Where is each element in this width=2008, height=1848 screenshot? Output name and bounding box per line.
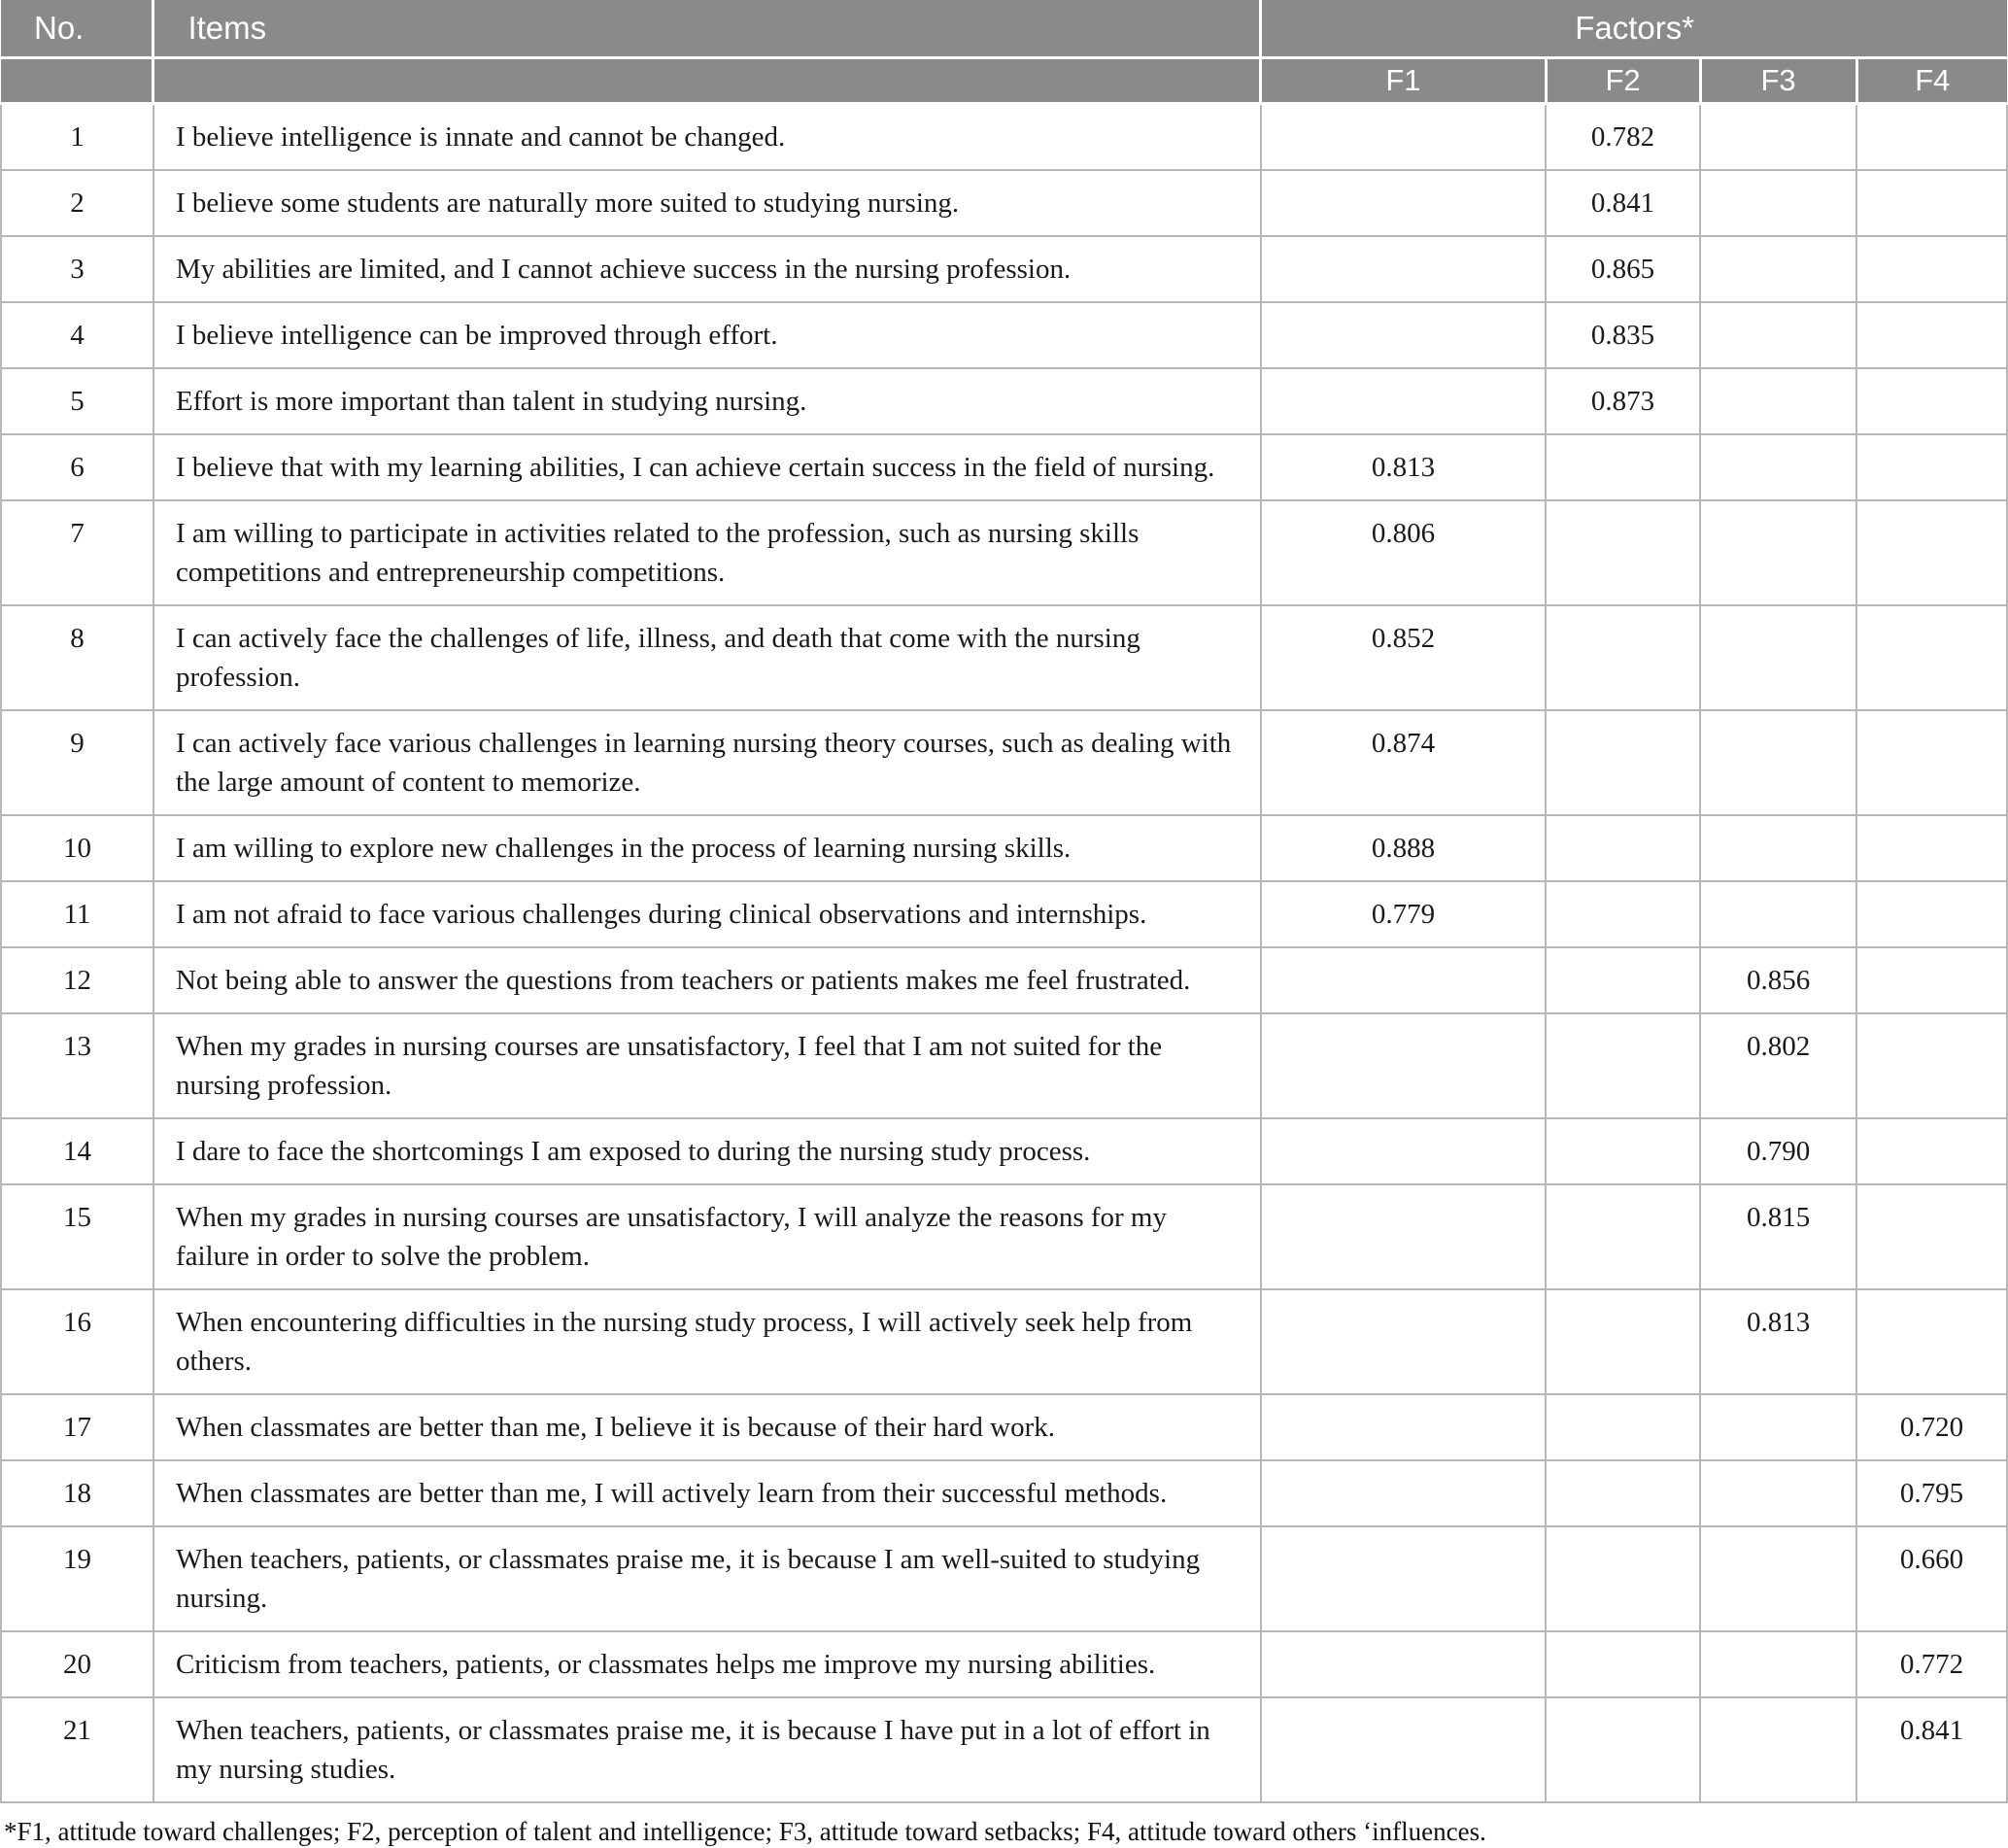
header-f3: F3 [1700,58,1856,104]
row-number: 16 [1,1289,153,1394]
row-number: 7 [1,500,153,605]
table-row [1,1631,2007,1697]
row-number: 13 [1,1013,153,1118]
loading-f1-cell [1261,368,1546,434]
item-text: When classmates are better than me, I will actively learn from their successful methods. [153,1460,1261,1526]
item-text: I can actively face the challenges of life, illness, and death that come with the nursing profession. [153,605,1261,710]
loading-f4-cell [1856,170,2007,236]
item-text: I can actively face various challenges in learning nursing theory courses, such as dealing with the large amount of content to memorize. [153,710,1261,815]
item-text: When my grades in nursing courses are unsatisfactory, I feel that I am not suited for the nursing profession. [153,1013,1261,1118]
loading-f2-cell: 0.835 [1546,302,1700,368]
table-row [1,170,2007,236]
loading-f2-cell: 0.782 [1546,104,1700,171]
loading-f4-cell [1856,236,2007,302]
loading-f4-cell [1856,605,2007,710]
header-items-spacer [153,58,1261,104]
loading-f2-cell [1546,1118,1700,1184]
table-row [1,881,2007,947]
loading-f2-cell [1546,710,1700,815]
row-number: 2 [1,170,153,236]
loading-f1-cell [1261,1184,1546,1289]
table-row [1,947,2007,1013]
loading-f4-cell [1856,1184,2007,1289]
loading-f4-cell [1856,1289,2007,1394]
loading-f3-cell [1700,1631,1856,1697]
item-text: I am willing to participate in activities related to the profession, such as nursing skills competitions and entrepreneurship competitions. [153,500,1261,605]
table-row [1,710,2007,815]
loading-f3-cell [1700,1460,1856,1526]
loading-f4-cell [1856,881,2007,947]
table-row [1,1013,2007,1118]
loading-f4-cell: 0.720 [1856,1394,2007,1460]
loading-f3-cell [1700,368,1856,434]
item-text: I believe intelligence is innate and cannot be changed. [153,104,1261,171]
loading-f1-cell [1261,1394,1546,1460]
loading-f3-cell [1700,605,1856,710]
loading-f2-cell [1546,1394,1700,1460]
table-row [1,815,2007,881]
table-row [1,236,2007,302]
table-row [1,1526,2007,1631]
loading-f3-cell [1700,170,1856,236]
loading-f1-cell: 0.888 [1261,815,1546,881]
row-number: 19 [1,1526,153,1631]
loading-f1-cell: 0.806 [1261,500,1546,605]
loading-f4-cell [1856,500,2007,605]
row-number: 4 [1,302,153,368]
loading-f3-cell [1700,710,1856,815]
loading-f4-cell: 0.660 [1856,1526,2007,1631]
row-number: 20 [1,1631,153,1697]
table-row [1,434,2007,500]
loading-f2-cell: 0.865 [1546,236,1700,302]
header-row-groups [1,0,2007,58]
table-row [1,1289,2007,1394]
row-number: 9 [1,710,153,815]
row-number: 11 [1,881,153,947]
loading-f2-cell [1546,1697,1700,1802]
item-text: When teachers, patients, or classmates praise me, it is because I am well-suited to studying nursing. [153,1526,1261,1631]
loading-f1-cell: 0.852 [1261,605,1546,710]
loading-f1-cell [1261,1013,1546,1118]
row-number: 14 [1,1118,153,1184]
table-row [1,1460,2007,1526]
loading-f3-cell: 0.802 [1700,1013,1856,1118]
loading-f3-cell [1700,500,1856,605]
row-number: 8 [1,605,153,710]
item-text: Effort is more important than talent in studying nursing. [153,368,1261,434]
loading-f4-cell [1856,710,2007,815]
loading-f2-cell: 0.841 [1546,170,1700,236]
header-factors: Factors* [1261,0,2007,58]
header-f2: F2 [1546,58,1700,104]
row-number: 6 [1,434,153,500]
loading-f2-cell [1546,881,1700,947]
loading-f4-cell [1856,815,2007,881]
table-header [1,0,2007,104]
loading-f2-cell [1546,1631,1700,1697]
item-text: When my grades in nursing courses are unsatisfactory, I will analyze the reasons for my failure in order to solve the problem. [153,1184,1261,1289]
item-text: When encountering difficulties in the nursing study process, I will actively seek help from others. [153,1289,1261,1394]
loading-f1-cell [1261,1289,1546,1394]
loading-f1-cell: 0.874 [1261,710,1546,815]
row-number: 10 [1,815,153,881]
loading-f1-cell [1261,947,1546,1013]
loading-f4-cell [1856,1118,2007,1184]
row-number: 21 [1,1697,153,1802]
loading-f1-cell: 0.779 [1261,881,1546,947]
table-row [1,1394,2007,1460]
loading-f3-cell [1700,1526,1856,1631]
loading-f3-cell [1700,881,1856,947]
loading-f1-cell [1261,302,1546,368]
loading-f4-cell [1856,104,2007,171]
item-text: I dare to face the shortcomings I am exposed to during the nursing study process. [153,1118,1261,1184]
table-row [1,368,2007,434]
loading-f3-cell: 0.815 [1700,1184,1856,1289]
item-text: When classmates are better than me, I believe it is because of their hard work. [153,1394,1261,1460]
loading-f1-cell [1261,236,1546,302]
item-text: I am not afraid to face various challenges during clinical observations and internships. [153,881,1261,947]
table-row [1,1697,2007,1802]
loading-f3-cell [1700,302,1856,368]
item-text: When teachers, patients, or classmates praise me, it is because I have put in a lot of effort in my nursing studies. [153,1697,1261,1802]
table-row [1,104,2007,171]
table-row [1,1118,2007,1184]
header-items: Items [153,0,1261,58]
table-row [1,500,2007,605]
row-number: 3 [1,236,153,302]
loading-f4-cell [1856,434,2007,500]
loading-f4-cell: 0.795 [1856,1460,2007,1526]
table-footnote: *F1, attitude toward challenges; F2, perception of talent and intelligence; F3, attitude toward setbacks; F4, attitude toward others ‘influences. [4,1817,1486,1846]
item-text: Criticism from teachers, patients, or classmates helps me improve my nursing abilities. [153,1631,1261,1697]
loading-f3-cell [1700,815,1856,881]
loading-f1-cell [1261,1631,1546,1697]
row-number: 17 [1,1394,153,1460]
loading-f1-cell [1261,1697,1546,1802]
loading-f4-cell: 0.841 [1856,1697,2007,1802]
loading-f2-cell [1546,1460,1700,1526]
loading-f3-cell: 0.813 [1700,1289,1856,1394]
loading-f2-cell [1546,434,1700,500]
row-number: 5 [1,368,153,434]
loading-f2-cell [1546,1184,1700,1289]
item-text: My abilities are limited, and I cannot achieve success in the nursing profession. [153,236,1261,302]
loading-f4-cell [1856,302,2007,368]
row-number: 18 [1,1460,153,1526]
header-f1: F1 [1261,58,1546,104]
loading-f4-cell: 0.772 [1856,1631,2007,1697]
loading-f2-cell [1546,1289,1700,1394]
loading-f2-cell [1546,605,1700,710]
loading-f3-cell [1700,236,1856,302]
loading-f2-cell [1546,1526,1700,1631]
loading-f2-cell: 0.873 [1546,368,1700,434]
header-row-factors [1,58,2007,104]
loading-f4-cell [1856,1013,2007,1118]
table-body [1,104,2007,1803]
loading-f1-cell: 0.813 [1261,434,1546,500]
row-number: 15 [1,1184,153,1289]
header-f4: F4 [1856,58,2007,104]
item-text: Not being able to answer the questions from teachers or patients makes me feel frustrated. [153,947,1261,1013]
loading-f2-cell [1546,947,1700,1013]
loading-f4-cell [1856,947,2007,1013]
header-no-spacer [1,58,153,104]
loading-f1-cell [1261,104,1546,171]
loading-f1-cell [1261,1460,1546,1526]
loading-f1-cell [1261,1526,1546,1631]
loading-f1-cell [1261,1118,1546,1184]
loading-f3-cell [1700,104,1856,171]
header-no: No. [1,0,153,58]
table-row [1,605,2007,710]
item-text: I am willing to explore new challenges in the process of learning nursing skills. [153,815,1261,881]
table-row [1,302,2007,368]
loading-f3-cell: 0.790 [1700,1118,1856,1184]
loading-f4-cell [1856,368,2007,434]
item-text: I believe that with my learning abilities, I can achieve certain success in the field of nursing. [153,434,1261,500]
loading-f3-cell [1700,434,1856,500]
row-number: 1 [1,104,153,171]
loading-f2-cell [1546,1013,1700,1118]
loading-f1-cell [1261,170,1546,236]
loading-f3-cell [1700,1697,1856,1802]
loading-f3-cell [1700,1394,1856,1460]
loading-f2-cell [1546,500,1700,605]
row-number: 12 [1,947,153,1013]
loading-f2-cell [1546,815,1700,881]
table-row [1,1184,2007,1289]
item-text: I believe some students are naturally more suited to studying nursing. [153,170,1261,236]
item-text: I believe intelligence can be improved through effort. [153,302,1261,368]
loading-f3-cell: 0.856 [1700,947,1856,1013]
